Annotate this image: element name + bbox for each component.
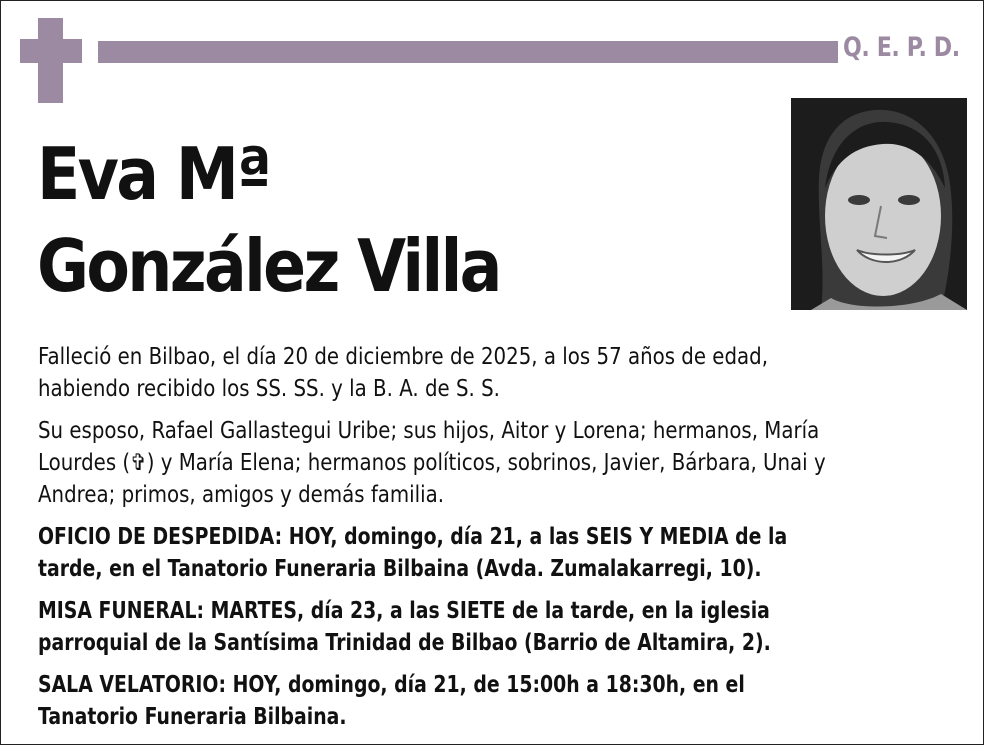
death-notice-paragraph: Falleció en Bilbao, el día 20 de diciembre de 2025, a los 57 años de edad, habiendo recibido los SS. SS. y la B. A. de S. S. [38, 344, 769, 402]
deceased-name-line1: Eva Mª [37, 132, 270, 216]
family-paragraph: Su esposo, Rafael Gallastegui Uribe; sus hijos, Aitor y Lorena; hermanos, María Lourdes (✞) y María Elena; hermanos políticos, sobrinos, Javier, Bárbara, Unai y Andrea; primos, amigos y demás familia. [38, 418, 826, 508]
funeral-mass-paragraph: MISA FUNERAL: MARTES, día 23, a las SIETE de la tarde, en la iglesia parroquial de la Santísima Trinidad de Bilbao (Barrio de Altamira, 2). [38, 598, 771, 656]
header-bar [98, 41, 838, 63]
portrait-image [791, 98, 967, 310]
portrait-photo [791, 98, 967, 310]
deceased-name [37, 128, 500, 312]
wake-room-paragraph: SALA VELATORIO: HOY, domingo, día 21, de 15:00h a 18:30h, en el Tanatorio Funeraria Bilbaina. [38, 672, 745, 730]
deceased-name-line2: González Villa [37, 224, 500, 308]
obituary-text [38, 341, 958, 743]
qepd-label: Q. E. P. D. [843, 32, 960, 63]
farewell-service-paragraph: OFICIO DE DESPEDIDA: HOY, domingo, día 21, a las SEIS Y MEDIA de la tarde, en el Tanatorio Funeraria Bilbaina (Avda. Zumalakarregi, 10). [38, 524, 788, 582]
cross-icon-horizontal [20, 39, 82, 63]
